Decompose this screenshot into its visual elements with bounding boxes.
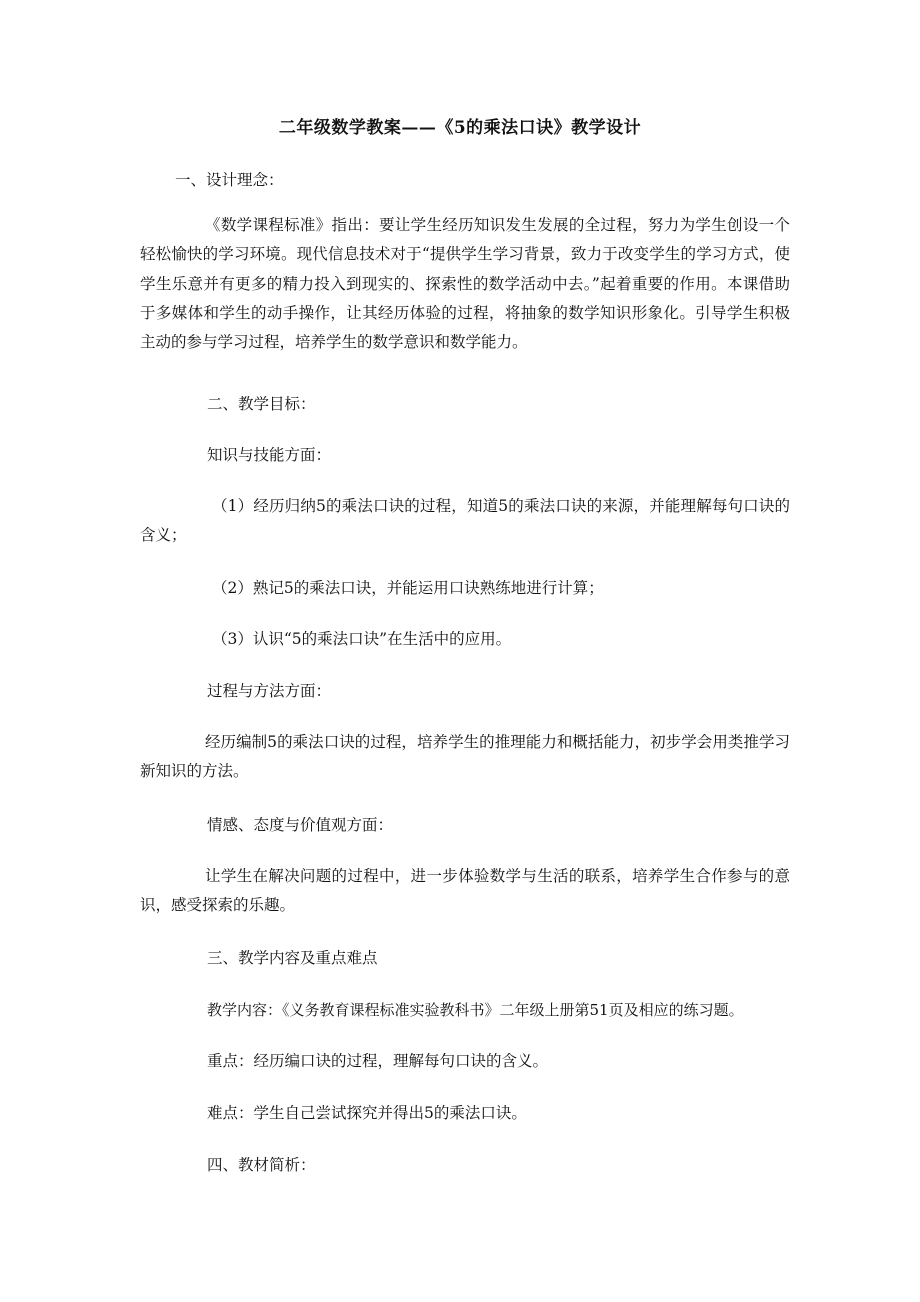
objective-item-3: （3）认识“5的乘法口诀”在生活中的应用。 xyxy=(212,630,512,648)
section2-heading: 二、教学目标： xyxy=(207,395,316,413)
process-text: 经历编制5的乘法口诀的过程，培养学生的推理能力和概括能力，初步学会用类推学习新知识的方法。 xyxy=(140,733,790,781)
emotion-text: 让学生在解决问题的过程中，进一步体验数学与生活的联系，培养学生合作参与的意识，感受探索的乐趣。 xyxy=(140,867,790,915)
knowledge-heading: 知识与技能方面： xyxy=(207,446,332,464)
key-point: 重点：经历编口诀的过程，理解每句口诀的含义。 xyxy=(207,1052,549,1070)
teaching-content: 教学内容：《义务教育课程标准实验教科书》二年级上册第51页及相应的练习题。 xyxy=(207,1001,744,1019)
objective-item-1: （1）经历归纳5的乘法口诀的过程，知道5的乘法口诀的来源，并能理解每句口诀的含义； xyxy=(140,497,790,545)
emotion-heading: 情感、态度与价值观方面： xyxy=(207,816,394,834)
difficulty-point: 难点：学生自己尝试探究并得出5的乘法口诀。 xyxy=(207,1104,527,1122)
document-title: 二年级数学教案——《5的乘法口诀》教学设计 xyxy=(278,118,642,138)
section1-heading: 一、设计理念： xyxy=(175,171,284,189)
process-heading: 过程与方法方面： xyxy=(207,682,332,700)
section1-paragraph: 《数学课程标准》指出：要让学生经历知识发生发展的全过程，努力为学生创设一个轻松愉快的学习环境。现代信息技术对于“提供学生学习背景，致力于改变学生的学习方式，使学生乐意并有更多的精力投入到现实的、探索性的数学活动中去。”起着重要的作用。本课借助于多媒体和学生的动手操作，让其经历体验的过程，将抽象的数学知识形象化。引导学生积极主动的参与学习过程，培养学生的数学意识和数学能力。 xyxy=(140,216,790,352)
section4-heading: 四、教材简析： xyxy=(207,1156,316,1174)
section3-heading: 三、教学内容及重点难点 xyxy=(207,949,378,967)
objective-item-2: （2）熟记5的乘法口诀，并能运用口诀熟练地进行计算； xyxy=(212,579,604,597)
